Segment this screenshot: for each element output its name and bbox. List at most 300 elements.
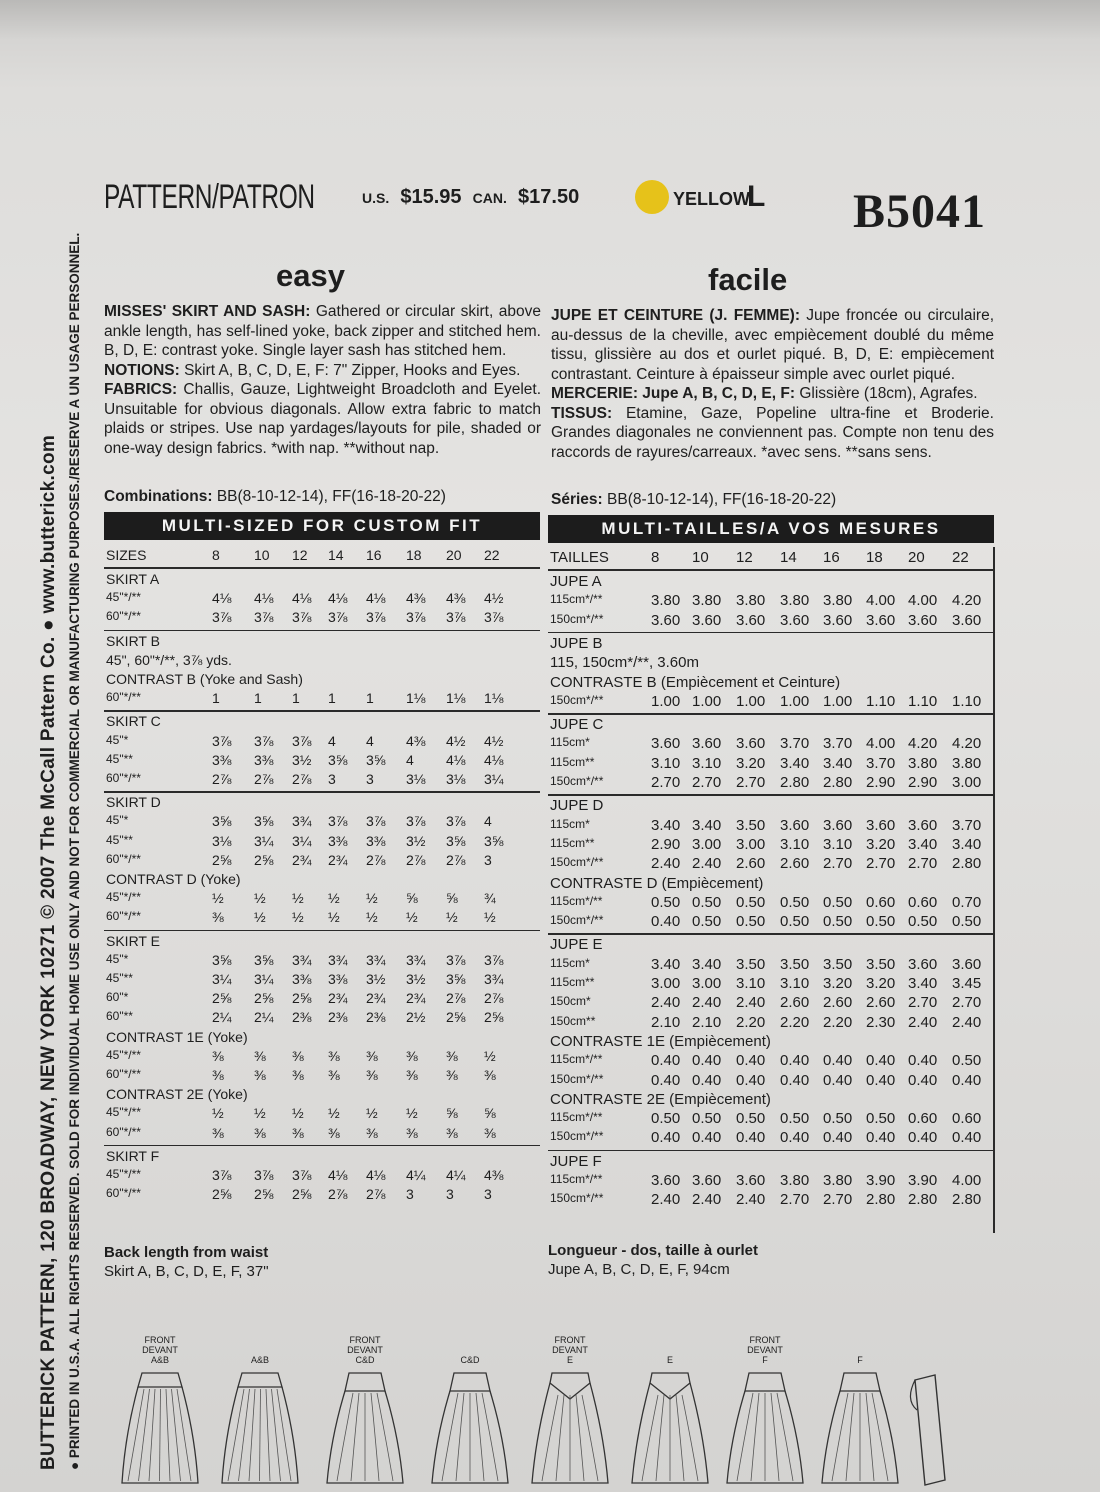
table-rule: [104, 630, 540, 632]
yardage-value: 3.80: [692, 592, 722, 610]
yardage-value: 3: [446, 1186, 454, 1203]
yardage-value: ⅜: [406, 1047, 418, 1064]
yardage-value: ½: [254, 1105, 266, 1122]
row-width-label: 150cm*/**: [550, 774, 604, 788]
row-width-label: 60"*/**: [106, 690, 141, 705]
yardage-value: 3⅞: [212, 609, 232, 626]
row-width-label: 60"*/**: [106, 771, 141, 785]
section-label: CONTRAST D (Yoke): [106, 871, 241, 887]
yardage-value: 3¼: [292, 832, 312, 849]
yardage-value: 3⅜: [328, 971, 348, 987]
yardage-value: 4⅜: [406, 590, 426, 607]
yardage-value: ½: [328, 890, 340, 907]
yardage-value: 3.60: [692, 611, 722, 629]
yardage-value: 2.20: [736, 1013, 766, 1031]
yardage-value: 2⅝: [484, 1009, 504, 1026]
yardage-value: 4⅛: [328, 590, 348, 607]
yardage-value: ½: [212, 890, 224, 907]
yardage-value: 2⅝: [212, 851, 232, 868]
yardage-value: 3⅛: [406, 771, 426, 787]
yardage-value: ⅝: [446, 1105, 458, 1122]
yardage-value: 3.80: [823, 1172, 853, 1189]
yardage-value: 0.40: [736, 1052, 766, 1070]
yardage-value: ½: [406, 909, 418, 926]
yardage-value: 4⅛: [212, 590, 232, 607]
yardage-value: 1.00: [736, 692, 766, 710]
yardage-value: 3⅝: [212, 951, 232, 968]
yardage-value: ½: [292, 909, 304, 926]
notions-title-fr: MERCERIE: Jupe A, B, C, D, E, F:: [551, 385, 795, 402]
yardage-value: 3.40: [908, 975, 938, 992]
yardage-value: 3.10: [736, 975, 766, 992]
yardage-value: ½: [292, 1105, 304, 1122]
row-width-label: 150cm*/**: [550, 1191, 604, 1206]
size-header: 20: [908, 549, 925, 566]
yardage-value: 3¾: [328, 951, 348, 968]
yardage-value: 3.60: [823, 611, 853, 629]
sketch-caption-line: C&D: [355, 1355, 375, 1365]
yardage-value: 4½: [484, 732, 504, 749]
sizes-label: TAILLES: [550, 549, 609, 566]
yardage-value: 2⅜: [292, 1009, 312, 1026]
yardage-value: ½: [446, 909, 458, 926]
section-label: JUPE F: [550, 1152, 602, 1170]
notions-text-fr: Glissière (18cm), Agrafes.: [799, 385, 978, 402]
yardage-value: ⅜: [254, 1047, 266, 1064]
section-label: CONTRAST 1E (Yoke): [106, 1028, 248, 1045]
yardage-value: 3.10: [692, 754, 722, 772]
yardage-value: 2.40: [736, 1191, 766, 1209]
row-width-label: 115cm**: [550, 835, 595, 850]
row-width-label: 60"**: [106, 1009, 133, 1024]
yardage-value: 4: [406, 751, 414, 768]
yardage-value: 2.60: [780, 855, 810, 873]
yardage-value: 3½: [406, 971, 426, 987]
yardage-value: 2.80: [823, 774, 853, 791]
row-width-label: 150cm*/**: [550, 1071, 604, 1086]
table-rule: [104, 1145, 540, 1147]
yardage-value: 3.20: [736, 754, 766, 772]
yardage-value: ¾: [484, 890, 496, 907]
side-copyright-text: [38, 190, 108, 1470]
section-label: CONTRAST B (Yoke and Sash): [106, 671, 303, 687]
french-metrage-table: [548, 547, 994, 1237]
english-back-length: [104, 1243, 269, 1281]
sketch-caption: [220, 1355, 300, 1365]
yardage-value: 0.40: [651, 1052, 681, 1070]
yardage-value: 3.40: [823, 754, 853, 772]
yardage-value: 2⅝: [212, 990, 232, 1007]
yardage-value: 4⅛: [446, 751, 466, 768]
yardage-value: 3.60: [952, 611, 982, 629]
color-dot-icon: [635, 180, 669, 214]
yardage-value: 1.00: [692, 692, 722, 710]
yardage-value: 2.40: [692, 1191, 722, 1209]
row-width-label: 150cm*/**: [550, 855, 604, 870]
yardage-value: 3.45: [952, 975, 982, 992]
yardage-value: 2.80: [908, 1191, 938, 1209]
row-width-label: 45"*/**: [106, 1047, 141, 1062]
yardage-value: 4½: [446, 732, 466, 749]
fabrics-title-fr: TISSUS:: [551, 404, 613, 422]
size-letter: L: [747, 180, 766, 213]
yardage-value: 3.80: [952, 754, 982, 772]
yardage-value: 3: [328, 771, 336, 787]
yardage-value: 0.40: [866, 1129, 896, 1147]
skirt-sketch-icon: [430, 1365, 510, 1490]
size-header: 18: [406, 547, 422, 563]
yardage-value: 2⅝: [254, 990, 274, 1007]
yardage-value: 0.50: [736, 1110, 766, 1128]
yardage-value: 2.90: [651, 835, 681, 853]
yardage-value: 3⅞: [446, 951, 466, 968]
yardage-value: 2.90: [908, 774, 938, 791]
yardage-value: ⅜: [254, 1124, 266, 1141]
section-note: 115, 150cm*/**, 3.60m: [550, 654, 699, 672]
yardage-value: 2⅞: [292, 771, 312, 787]
yardage-value: 2.70: [692, 774, 722, 791]
yardage-value: 4.20: [952, 592, 982, 610]
row-width-label: 150cm**: [550, 1013, 596, 1028]
section-label: CONTRAST 2E (Yoke): [106, 1086, 248, 1103]
size-header: 12: [292, 547, 308, 563]
yardage-value: 2.40: [651, 855, 681, 873]
yardage-value: 3.40: [692, 816, 722, 834]
yardage-value: 2.70: [651, 774, 681, 791]
yardage-value: ⅜: [366, 1047, 378, 1064]
row-width-label: 115cm*/**: [550, 592, 603, 607]
yardage-value: 3½: [366, 971, 386, 987]
yardage-value: 0.50: [651, 1110, 681, 1128]
yardage-value: 3.90: [866, 1172, 896, 1189]
yardage-value: 3⅛: [446, 771, 466, 787]
yardage-value: ⅝: [406, 890, 418, 907]
yardage-value: 1: [254, 690, 262, 707]
yardage-value: ⅜: [366, 1124, 378, 1141]
yardage-value: ½: [328, 1105, 340, 1122]
size-header: 16: [823, 549, 840, 566]
yardage-value: 3.60: [651, 735, 681, 753]
size-header: 10: [692, 549, 709, 566]
yardage-value: 2⅞: [254, 771, 274, 787]
yardage-value: 0.50: [736, 893, 766, 911]
pattern-number: B5041: [853, 185, 987, 238]
yardage-value: 3.80: [651, 592, 681, 610]
yardage-value: ⅜: [292, 1067, 304, 1083]
row-width-label: 115cm*/**: [550, 1052, 603, 1067]
yardage-value: 3.60: [692, 735, 722, 753]
yardage-value: 4.00: [952, 1172, 982, 1189]
yardage-value: 0.40: [952, 1071, 982, 1089]
yardage-value: 3½: [292, 751, 312, 768]
yardage-value: 2.40: [952, 1013, 982, 1031]
yardage-value: 3⅞: [254, 732, 274, 749]
size-header: 12: [736, 549, 753, 566]
yardage-value: ½: [292, 890, 304, 907]
table-rule: [104, 710, 540, 712]
yardage-value: ⅜: [446, 1124, 458, 1141]
desc-title: MISSES' SKIRT AND SASH:: [104, 303, 311, 320]
yardage-value: 0.40: [692, 1071, 722, 1089]
yardage-value: 3.40: [780, 754, 810, 772]
sketch-caption-line: FRONT: [144, 1335, 176, 1345]
size-header: 8: [212, 547, 220, 563]
can-price-value: $17.50: [518, 186, 580, 208]
yardage-value: 3⅝: [446, 832, 466, 849]
skirt-sketch-icon: [820, 1365, 900, 1490]
section-label: CONTRASTE B (Empiècement et Ceinture): [550, 673, 841, 691]
back-length-text-fr: Jupe A, B, C, D, E, F, 94cm: [548, 1261, 730, 1278]
yardage-value: 3⅞: [292, 609, 312, 626]
yardage-value: 3⅝: [254, 951, 274, 968]
yardage-value: ⅜: [292, 1124, 304, 1141]
yardage-value: 3¾: [484, 971, 504, 987]
yardage-value: 0.40: [651, 913, 681, 931]
section-label: SKIRT A: [106, 571, 160, 587]
desc-text-fr: Jupe froncée ou circulaire, au-dessus de la cheville, avec empiècement doublé du même tissu, glissière au dos et ourlet piqué. B, D, E: empiècement contrastant. Ceinture à épaisseur simple avec ourlet piqué.: [551, 307, 994, 383]
sketch-caption-line: A&B: [250, 1355, 269, 1365]
section-label: SKIRT E: [106, 932, 160, 949]
yardage-value: ⅜: [328, 1124, 340, 1141]
yardage-value: 3.20: [866, 835, 896, 853]
yardage-value: 4⅛: [328, 1167, 348, 1183]
skirt-sketch-icon: [220, 1365, 300, 1490]
yardage-value: 0.50: [692, 913, 722, 931]
sketch-caption-line: DEVANT: [142, 1345, 178, 1355]
yardage-value: 0.40: [780, 1071, 810, 1089]
yardage-value: 2.40: [651, 1191, 681, 1209]
yardage-value: 3⅞: [484, 951, 504, 968]
yardage-value: 2.80: [866, 1191, 896, 1209]
skirt-sketch-icon: [725, 1365, 805, 1490]
sketch-caption-line: DEVANT: [347, 1345, 383, 1355]
table-rule: [104, 930, 540, 932]
yardage-value: ½: [366, 1105, 378, 1122]
yardage-value: 3⅜: [292, 971, 312, 987]
yardage-value: 2.40: [736, 994, 766, 1012]
yardage-value: 4.20: [952, 735, 982, 753]
row-width-label: 150cm*/**: [550, 1129, 604, 1144]
yardage-value: 4¼: [446, 1167, 466, 1183]
yardage-value: 3⅞: [406, 609, 426, 626]
garment-sketches: [120, 1320, 950, 1490]
sketch-5: [630, 1355, 710, 1490]
yardage-value: 3.70: [952, 816, 982, 834]
yardage-value: 2.70: [780, 1191, 810, 1209]
yardage-value: 0.50: [866, 1110, 896, 1128]
sketch-3: [430, 1355, 510, 1490]
sketch-0: [120, 1335, 200, 1490]
side-line-2: ● PRINTED IN U.S.A. ALL RIGHTS RESERVED. SOLD FOR INDIVIDUAL HOME USE ONLY AND NOT FOR COMMERCIAL OR MANUFACTURING PURPOSES./RESERVE A UN USAGE PERSONNEL.: [67, 232, 82, 1470]
yardage-value: 2⅝: [292, 990, 312, 1007]
yardage-value: 3.50: [736, 955, 766, 973]
section-label: SKIRT D: [106, 794, 161, 811]
us-label: U.S.: [362, 190, 390, 206]
yardage-value: 2.40: [651, 994, 681, 1012]
yardage-value: 4.00: [866, 592, 896, 610]
size-header: 20: [446, 547, 462, 563]
row-width-label: 60"*/**: [106, 1186, 141, 1201]
fabrics-text: Challis, Gauze, Lightweight Broadcloth and Eyelet. Unsuitable for obvious diagonals. Allow extra fabric to match plaids or stripes. Use nap yardages/layouts for pile, shaded or one-way design fabrics. *with nap. **without nap.: [104, 381, 542, 457]
sketch-1: [220, 1355, 300, 1490]
yardage-value: 3.60: [651, 1172, 681, 1189]
yardage-value: 1⅛: [484, 690, 504, 707]
yardage-value: 3.70: [780, 735, 810, 753]
yardage-value: ⅜: [406, 1124, 418, 1141]
section-note: 45", 60"*/**, 3⅞ yds.: [106, 651, 232, 668]
row-width-label: 115cm*/**: [550, 893, 603, 908]
yardage-value: 1⅛: [446, 690, 466, 707]
yardage-value: ⅜: [212, 1067, 224, 1083]
yardage-value: 3⅜: [366, 832, 386, 849]
skirt-sketch-icon: [325, 1365, 405, 1490]
yardage-value: 3.00: [692, 835, 722, 853]
row-width-label: 115cm**: [550, 975, 595, 989]
yardage-value: 2⅜: [366, 1009, 386, 1026]
yardage-value: ⅜: [212, 1047, 224, 1064]
yardage-value: 0.60: [952, 1110, 982, 1128]
yardage-value: 3.00: [952, 774, 982, 791]
yardage-value: 2¾: [292, 851, 312, 868]
yardage-value: 0.60: [908, 1110, 938, 1128]
yardage-value: ½: [366, 909, 378, 926]
yardage-value: 3.00: [692, 975, 722, 992]
french-back-length: [548, 1241, 758, 1279]
yardage-value: ½: [212, 1105, 224, 1122]
yardage-value: 3.80: [736, 592, 766, 610]
yardage-value: 3⅛: [212, 832, 232, 849]
yardage-value: 4⅛: [366, 590, 386, 607]
yardage-value: 0.40: [692, 1052, 722, 1070]
yardage-value: 3⅝: [446, 971, 466, 987]
yardage-value: 3.90: [908, 1172, 938, 1189]
notions-title: NOTIONS:: [104, 361, 180, 379]
yardage-value: 3.40: [651, 816, 681, 834]
section-label: SKIRT C: [106, 713, 161, 730]
size-header: 8: [651, 549, 660, 566]
yardage-value: 3⅞: [212, 732, 232, 749]
yardage-value: 2¼: [254, 1009, 274, 1026]
desc-text: Gathered or circular skirt, above ankle length, has self-lined yoke, back zipper and stitched hem. B, D, E: contrast yoke. Single layer sash has stitched hem.: [104, 303, 541, 359]
combinations-title-fr: Séries:: [551, 491, 603, 508]
yardage-value: ⅜: [406, 1067, 418, 1083]
yardage-value: ⅝: [446, 890, 458, 907]
back-length-text: Skirt A, B, C, D, E, F, 37": [104, 1263, 269, 1280]
english-banner: MULTI-SIZED FOR CUSTOM FIT: [104, 512, 540, 540]
table-rule: [548, 794, 994, 796]
row-width-label: 150cm*/**: [550, 692, 604, 707]
back-length-title: Back length from waist: [104, 1244, 269, 1261]
yardage-value: 4.00: [908, 592, 938, 610]
side-line-1: BUTTERICK PATTERN, 120 BROADWAY, NEW YORK 10271 © 2007 The McCall Pattern Co. ● www.butterick.com: [38, 434, 59, 1470]
yardage-value: 0.50: [780, 913, 810, 931]
yardage-value: 0.40: [651, 1071, 681, 1089]
yardage-value: 0.40: [823, 1129, 853, 1147]
us-price-value: $15.95: [400, 186, 462, 208]
table-right-border: [993, 547, 995, 1233]
size-header: 14: [328, 547, 344, 563]
fabrics-text-fr: Etamine, Gaze, Popeline ultra-fine et Broderie. Grandes diagonales ne conviennent pas. Compte non tenu des raccords de rayures/carreaux. *avec sens. **sans sens.: [551, 404, 994, 461]
yardage-value: 3⅝: [366, 751, 386, 768]
section-label: JUPE A: [550, 573, 602, 590]
yardage-value: 0.40: [823, 1071, 853, 1089]
yardage-value: 4⅜: [446, 590, 466, 607]
yardage-value: 0.50: [780, 1110, 810, 1128]
yardage-value: 1: [366, 690, 374, 707]
yardage-value: 3.40: [952, 835, 982, 853]
yardage-value: 2⅝: [292, 1186, 312, 1203]
yardage-value: 3.50: [866, 955, 896, 973]
yardage-value: 0.50: [692, 893, 722, 911]
yardage-value: 2.70: [823, 855, 853, 873]
size-header: 18: [866, 549, 883, 566]
yardage-value: 3: [406, 1186, 414, 1203]
section-label: JUPE C: [550, 716, 604, 734]
yardage-value: 3.80: [780, 1172, 810, 1189]
yardage-value: 4: [366, 732, 374, 749]
notions-text: Skirt A, B, C, D, E, F: 7" Zipper, Hooks and Eyes.: [184, 361, 521, 379]
yardage-value: ⅜: [366, 1067, 378, 1083]
yardage-value: 3.60: [866, 611, 896, 629]
yardage-value: 0.60: [908, 893, 938, 911]
yardage-value: 3⅝: [254, 813, 274, 830]
row-width-label: 60"*/**: [106, 851, 141, 866]
yardage-value: 2.60: [823, 994, 853, 1012]
yardage-value: 0.70: [952, 893, 982, 911]
yardage-value: 4⅜: [484, 1167, 504, 1183]
yardage-value: 1.00: [651, 692, 681, 710]
yardage-value: 0.40: [952, 1129, 982, 1147]
sketch-caption-line: DEVANT: [552, 1345, 588, 1355]
yardage-value: 3¼: [254, 832, 274, 849]
yardage-value: 4.20: [908, 735, 938, 753]
yardage-value: ½: [406, 1105, 418, 1122]
yardage-value: 2⅞: [446, 990, 466, 1007]
yardage-value: 2⅞: [366, 1186, 386, 1203]
yardage-value: 2.40: [908, 1013, 938, 1031]
section-label: SKIRT F: [106, 1147, 160, 1164]
row-width-label: 150cm*: [550, 994, 591, 1009]
english-description: [104, 302, 541, 458]
size-header: 14: [780, 549, 797, 566]
yardage-value: 2½: [406, 1009, 426, 1026]
row-width-label: 115cm**: [550, 754, 595, 769]
row-width-label: 115cm*: [550, 735, 590, 750]
section-label: SKIRT B: [106, 632, 160, 649]
yardage-value: 0.40: [736, 1129, 766, 1147]
yardage-value: 3⅞: [366, 813, 386, 830]
yardage-value: 3.70: [823, 735, 853, 753]
yardage-value: ½: [484, 1047, 496, 1064]
yardage-value: ⅜: [328, 1047, 340, 1064]
sketch-8: [905, 1370, 955, 1490]
row-width-label: 60"*: [106, 990, 129, 1005]
section-label: JUPE E: [550, 936, 603, 954]
yardage-value: 0.50: [823, 913, 853, 931]
section-label: JUPE B: [550, 634, 603, 652]
yardage-value: 3¾: [366, 951, 386, 968]
yardage-value: 0.40: [692, 1129, 722, 1147]
table-rule: [104, 567, 540, 569]
yardage-value: 3½: [406, 832, 426, 849]
yardage-value: 3¾: [292, 813, 312, 830]
yardage-value: ⅜: [328, 1067, 340, 1083]
yardage-value: 0.40: [823, 1052, 853, 1070]
sketch-caption: [725, 1335, 805, 1365]
yardage-value: 3.50: [736, 816, 766, 834]
yardage-value: 2⅝: [446, 1009, 466, 1026]
sketch-caption: [530, 1335, 610, 1365]
